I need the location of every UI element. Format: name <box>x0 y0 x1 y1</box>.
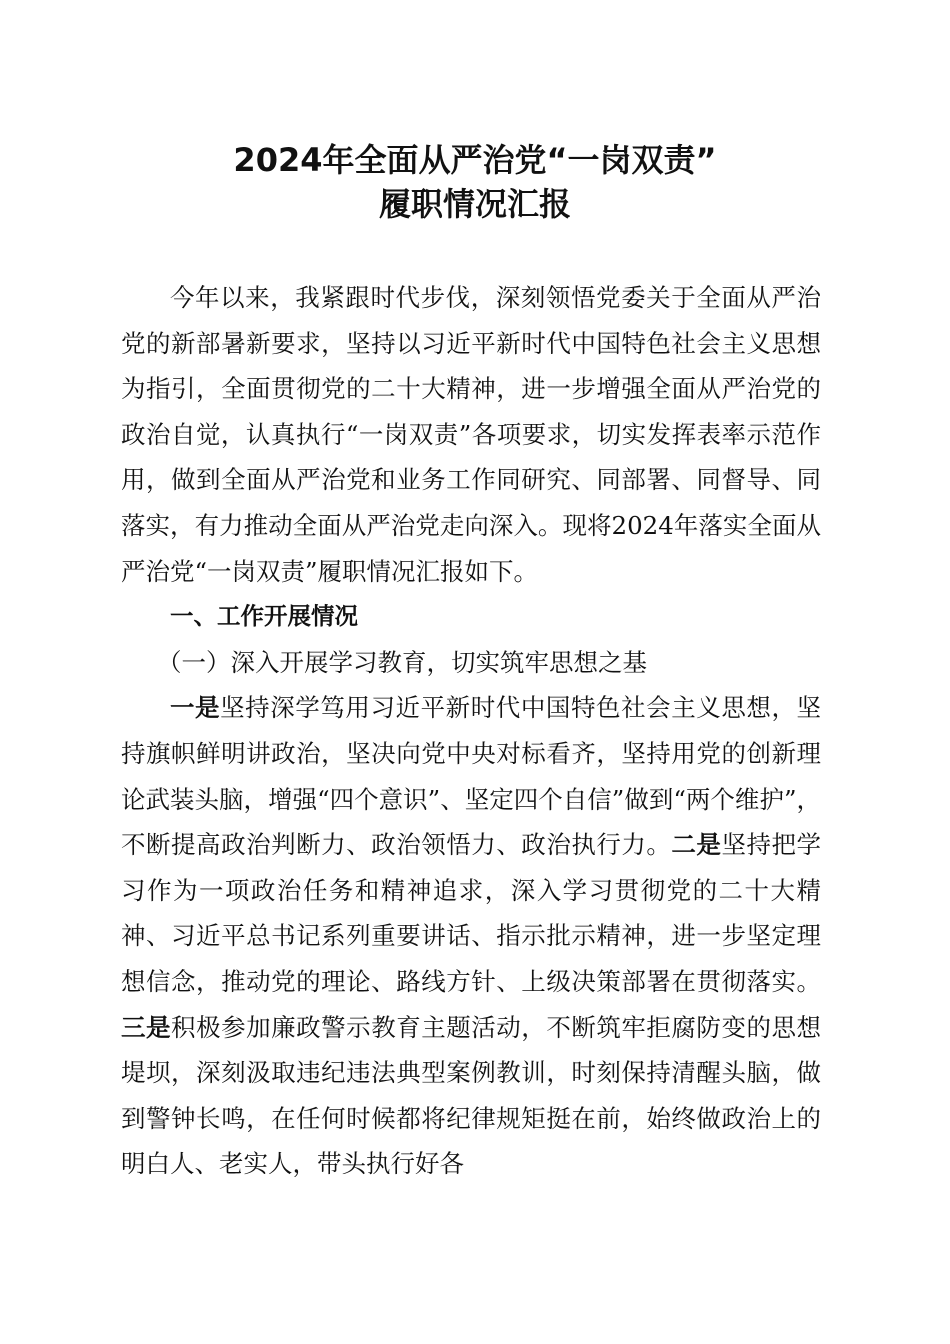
document-body <box>121 275 821 1187</box>
section-heading-1: 一、工作开展情况 <box>170 602 358 631</box>
title-line-2: 履职情况汇报 <box>378 185 571 223</box>
point-2-lead: 二是 <box>671 830 722 860</box>
section1-paragraph <box>121 685 821 1187</box>
document-title <box>120 138 830 226</box>
point-3-text: 积极参加廉政警示教育主题活动，不断筑牢拒腐防变的思想堤坝，深刻汲取违纪违法典型案例教训，时刻保持清醒头脑，做到警钟长鸣，在任何时候都将纪律规矩挺在前，始终做政治上的明白人、老实人，带头执行好各 <box>121 1012 822 1179</box>
point-1-lead: 一是 <box>170 693 221 723</box>
subsection-heading-1: （一）深入开展学习教育，切实筑牢思想之基 <box>157 647 647 677</box>
point-1-text: 坚持深学笃用习近平新时代中国特色社会主义思想，坚持旗帜鲜明讲政治，坚决向党中央对标看齐，坚持用党的创新理论武装头脑，增强“四个意识”、坚定四个自信”做到“两个维护”，不断提高政治判断力、政治领悟力、政治执行力。 <box>121 693 822 860</box>
point-3-lead: 三是 <box>121 1012 172 1042</box>
title-line-1: 2024年全面从严治党“一岗双责” <box>233 141 717 179</box>
intro-paragraph: 今年以来，我紧跟时代步伐，深刻领悟党委关于全面从严治党的新部暑新要求，坚持以习近平新时代中国特色社会主义思想为指引，全面贯彻党的二十大精神，进一步增强全面从严治党的政治自觉，认真执行“一岗双责”各项要求，切实发挥表率示范作用，做到全面从严治党和业务工作同研究、同部署、同督导、同落实，有力推动全面从严治党走向深入。现将2024年落实全面从严治党“一岗双责”履职情况汇报如下。 <box>121 283 821 586</box>
point-2-text: 坚持把学习作为一项政治任务和精神追求，深入学习贯彻党的二十大精神、习近平总书记系列重要讲话、指示批示精神，进一步坚定理想信念，推动党的理论、路线方针、上级决策部署在贯彻落实。 <box>121 830 822 996</box>
